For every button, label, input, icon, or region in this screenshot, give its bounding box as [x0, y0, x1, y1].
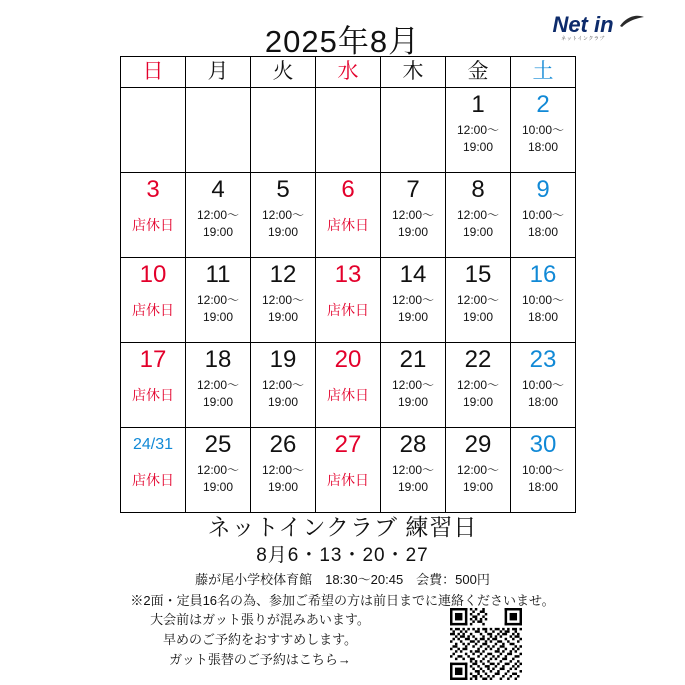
weekday-header-fri: 金: [446, 57, 511, 88]
open-hours: 12:00〜 19:00: [196, 378, 240, 409]
open-hours: 12:00〜 19:00: [456, 208, 500, 239]
day-number: 17: [139, 346, 167, 373]
day-number: 1: [471, 91, 485, 118]
qr-code-icon: [450, 608, 522, 680]
note-line: ※2面・定員16名の為、参加ご希望の方は前日までに連絡くださいませ。: [130, 593, 555, 608]
day-number: 30: [529, 431, 557, 458]
calendar-empty-cell: [186, 88, 251, 173]
calendar-day-cell: [446, 428, 511, 513]
closed-label: 店休日: [132, 217, 174, 233]
open-hours: 12:00〜 19:00: [261, 208, 305, 239]
calendar-day-cell: [251, 343, 316, 428]
open-hours: 12:00〜 19:00: [391, 208, 435, 239]
calendar-day-cell: [511, 428, 576, 513]
calendar-week-row: [121, 173, 576, 258]
day-number: 18: [204, 346, 232, 373]
calendar-day-cell: [186, 173, 251, 258]
calendar-body: [121, 88, 576, 513]
page-title: 2025年8月: [264, 24, 421, 59]
calendar-day-cell: [381, 258, 446, 343]
practice-title: ネットインクラブ 練習日: [207, 514, 478, 540]
reservation-note-line3: ガット張替のご予約はこちら→: [169, 652, 351, 667]
weekday-header-sat: 土: [511, 57, 576, 88]
day-number: 25: [204, 431, 232, 458]
calendar-day-cell: [446, 258, 511, 343]
day-number: 2: [536, 91, 550, 118]
closed-label: 店休日: [327, 217, 369, 233]
open-hours: 10:00〜 18:00: [521, 463, 565, 494]
day-number: 9: [536, 176, 550, 203]
calendar-day-cell: [316, 343, 381, 428]
swoosh-icon: [619, 14, 645, 28]
calendar-empty-cell: [381, 88, 446, 173]
calendar-week-row: [121, 343, 576, 428]
day-number: 7: [406, 176, 420, 203]
calendar-empty-cell: [251, 88, 316, 173]
day-number: 4: [211, 176, 225, 203]
open-hours: 12:00〜 19:00: [456, 293, 500, 324]
footer-block: [0, 512, 685, 611]
weekday-header-tue: 火: [251, 57, 316, 88]
reservation-note: [90, 610, 430, 670]
reservation-note-line2: 早めのご予約をおすすめします。: [162, 632, 358, 647]
day-number: 27: [334, 431, 362, 458]
day-number: 14: [399, 261, 427, 288]
calendar-day-cell: [446, 173, 511, 258]
day-number: 28: [399, 431, 427, 458]
calendar-day-cell: [121, 343, 186, 428]
open-hours: 12:00〜 19:00: [261, 293, 305, 324]
calendar-day-cell: [381, 343, 446, 428]
calendar-day-cell: [251, 258, 316, 343]
day-number: 19: [269, 346, 297, 373]
calendar-day-cell: [446, 88, 511, 173]
day-number: 23: [529, 346, 557, 373]
open-hours: 12:00〜 19:00: [391, 378, 435, 409]
calendar-week-row: [121, 428, 576, 513]
weekday-header-mon: 月: [186, 57, 251, 88]
day-number: 11: [205, 261, 231, 288]
calendar-day-cell: [511, 258, 576, 343]
closed-label: 店休日: [132, 387, 174, 403]
closed-label: 店休日: [327, 302, 369, 318]
day-number: 10: [139, 261, 167, 288]
open-hours: 12:00〜 19:00: [456, 463, 500, 494]
logo-subtitle: ネットインクラブ: [561, 36, 605, 42]
weekday-header-wed: 水: [316, 57, 381, 88]
logo-text: Net in: [552, 12, 614, 37]
closed-label: 店休日: [132, 472, 174, 488]
brand-logo: [523, 14, 643, 48]
bottom-block: [0, 608, 685, 678]
open-hours: 10:00〜 18:00: [521, 123, 565, 154]
calendar-day-cell: [381, 428, 446, 513]
open-hours: 12:00〜 19:00: [456, 123, 500, 154]
day-number: 26: [269, 431, 297, 458]
reservation-note-line1: 大会前はガット張りが混みあいます。: [150, 612, 370, 627]
day-number: 15: [464, 261, 492, 288]
day-number: 20: [334, 346, 362, 373]
closed-label: 店休日: [327, 387, 369, 403]
open-hours: 12:00〜 19:00: [261, 463, 305, 494]
weekday-header-sun: 日: [121, 57, 186, 88]
day-number: 6: [341, 176, 355, 203]
calendar-day-cell: [121, 428, 186, 513]
calendar-day-cell: [316, 173, 381, 258]
calendar-empty-cell: [316, 88, 381, 173]
open-hours: 12:00〜 19:00: [456, 378, 500, 409]
calendar-day-cell: [511, 173, 576, 258]
open-hours: 12:00〜 19:00: [196, 208, 240, 239]
calendar-day-cell: [186, 258, 251, 343]
day-number: 16: [529, 261, 557, 288]
calendar-day-cell: [251, 428, 316, 513]
calendar-day-cell: [186, 343, 251, 428]
month-calendar: [120, 56, 576, 513]
day-number: 5: [276, 176, 290, 203]
open-hours: 10:00〜 18:00: [521, 378, 565, 409]
qr-code[interactable]: [450, 608, 522, 680]
weekday-header-row: [121, 57, 576, 88]
open-hours: 12:00〜 19:00: [196, 293, 240, 324]
calendar-day-cell: [121, 258, 186, 343]
calendar-day-cell: [511, 88, 576, 173]
calendar-day-cell: [316, 258, 381, 343]
calendar-day-cell: [251, 173, 316, 258]
day-number: 21: [399, 346, 427, 373]
venue-line: 藤が尾小学校体育館 18:30〜20:45 会費：500円: [195, 572, 490, 587]
practice-dates: 8月6・13・20・27: [256, 545, 429, 566]
open-hours: 10:00〜 18:00: [521, 293, 565, 324]
closed-label: 店休日: [132, 302, 174, 318]
day-number: 22: [464, 346, 492, 373]
calendar-week-row: [121, 88, 576, 173]
open-hours: 12:00〜 19:00: [196, 463, 240, 494]
day-number: 13: [334, 261, 362, 288]
open-hours: 12:00〜 19:00: [391, 463, 435, 494]
calendar-day-cell: [121, 173, 186, 258]
open-hours: 12:00〜 19:00: [391, 293, 435, 324]
calendar-day-cell: [316, 428, 381, 513]
open-hours: 10:00〜 18:00: [521, 208, 565, 239]
day-number: 12: [269, 261, 297, 288]
day-number: 29: [464, 431, 492, 458]
calendar-day-cell: [186, 428, 251, 513]
weekday-header-thu: 木: [381, 57, 446, 88]
page-header: [0, 0, 685, 59]
day-number: 3: [146, 176, 160, 203]
open-hours: 12:00〜 19:00: [261, 378, 305, 409]
calendar-empty-cell: [121, 88, 186, 173]
calendar-day-cell: [511, 343, 576, 428]
calendar-day-cell: [381, 173, 446, 258]
closed-label: 店休日: [327, 472, 369, 488]
day-number: 8: [471, 176, 485, 203]
calendar-week-row: [121, 258, 576, 343]
day-number: 24/31: [132, 436, 174, 453]
calendar-day-cell: [446, 343, 511, 428]
